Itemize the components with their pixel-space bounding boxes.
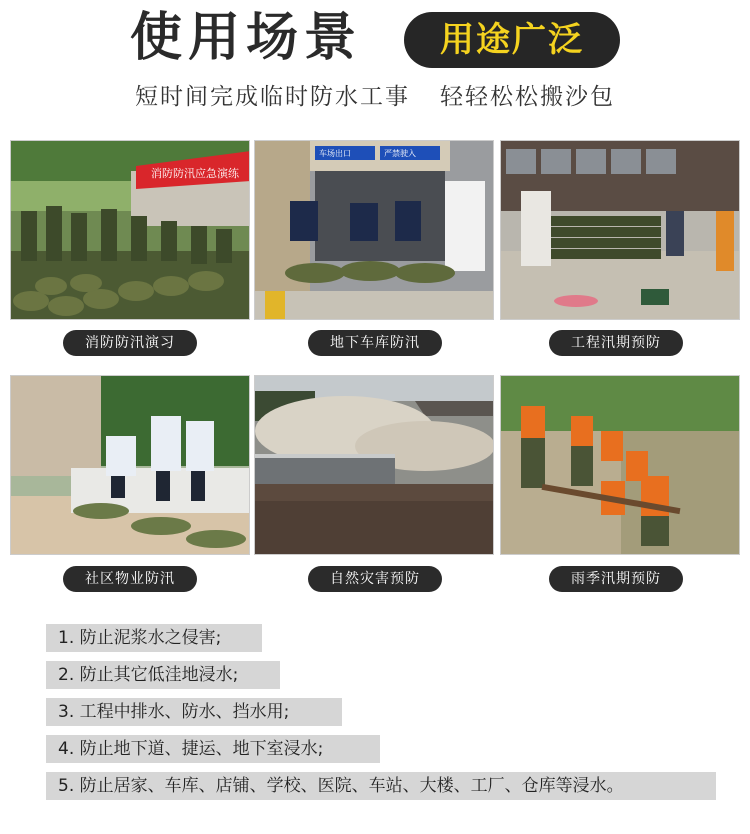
drill-banner-text: 消防防汛应急演练 [151,167,239,180]
scene-label-1: 消防防汛演习 [63,330,197,356]
scene-label-4: 社区物业防汛 [63,566,197,592]
page-title: 使用场景 [130,8,363,68]
scene-label-3: 工程汛期预防 [549,330,683,356]
title-badge [404,12,620,68]
use-item-5: 5. 防止居家、车库、店铺、学校、医院、车站、大楼、工厂、仓库等浸水。 [46,772,716,800]
use-item-4: 4. 防止地下道、捷运、地下室浸水; [46,735,380,763]
subtitle-right: 轻轻松松搬沙包 [440,84,615,110]
title-badge-text: 用途广泛 [440,20,584,60]
photo-garage [254,140,494,320]
subtitle-left: 短时间完成临时防水工事 [135,84,410,110]
photo-flood-drill [10,140,250,320]
scene-label-5: 自然灾害预防 [308,566,442,592]
use-item-2: 2. 防止其它低洼地浸水; [46,661,280,689]
scene-label-2: 地下车库防汛 [308,330,442,356]
subtitle [0,82,750,112]
photo-rainy-season [500,375,740,555]
photo-construction [500,140,740,320]
garage-sign-left: 车场出口 [319,149,351,158]
use-item-3: 3. 工程中排水、防水、挡水用; [46,698,342,726]
garage-sign-right: 严禁驶入 [384,149,416,158]
use-item-1: 1. 防止泥浆水之侵害; [46,624,262,652]
scene-label-6: 雨季汛期预防 [549,566,683,592]
photo-community [10,375,250,555]
photo-natural-disaster [254,375,494,555]
header [0,0,750,78]
